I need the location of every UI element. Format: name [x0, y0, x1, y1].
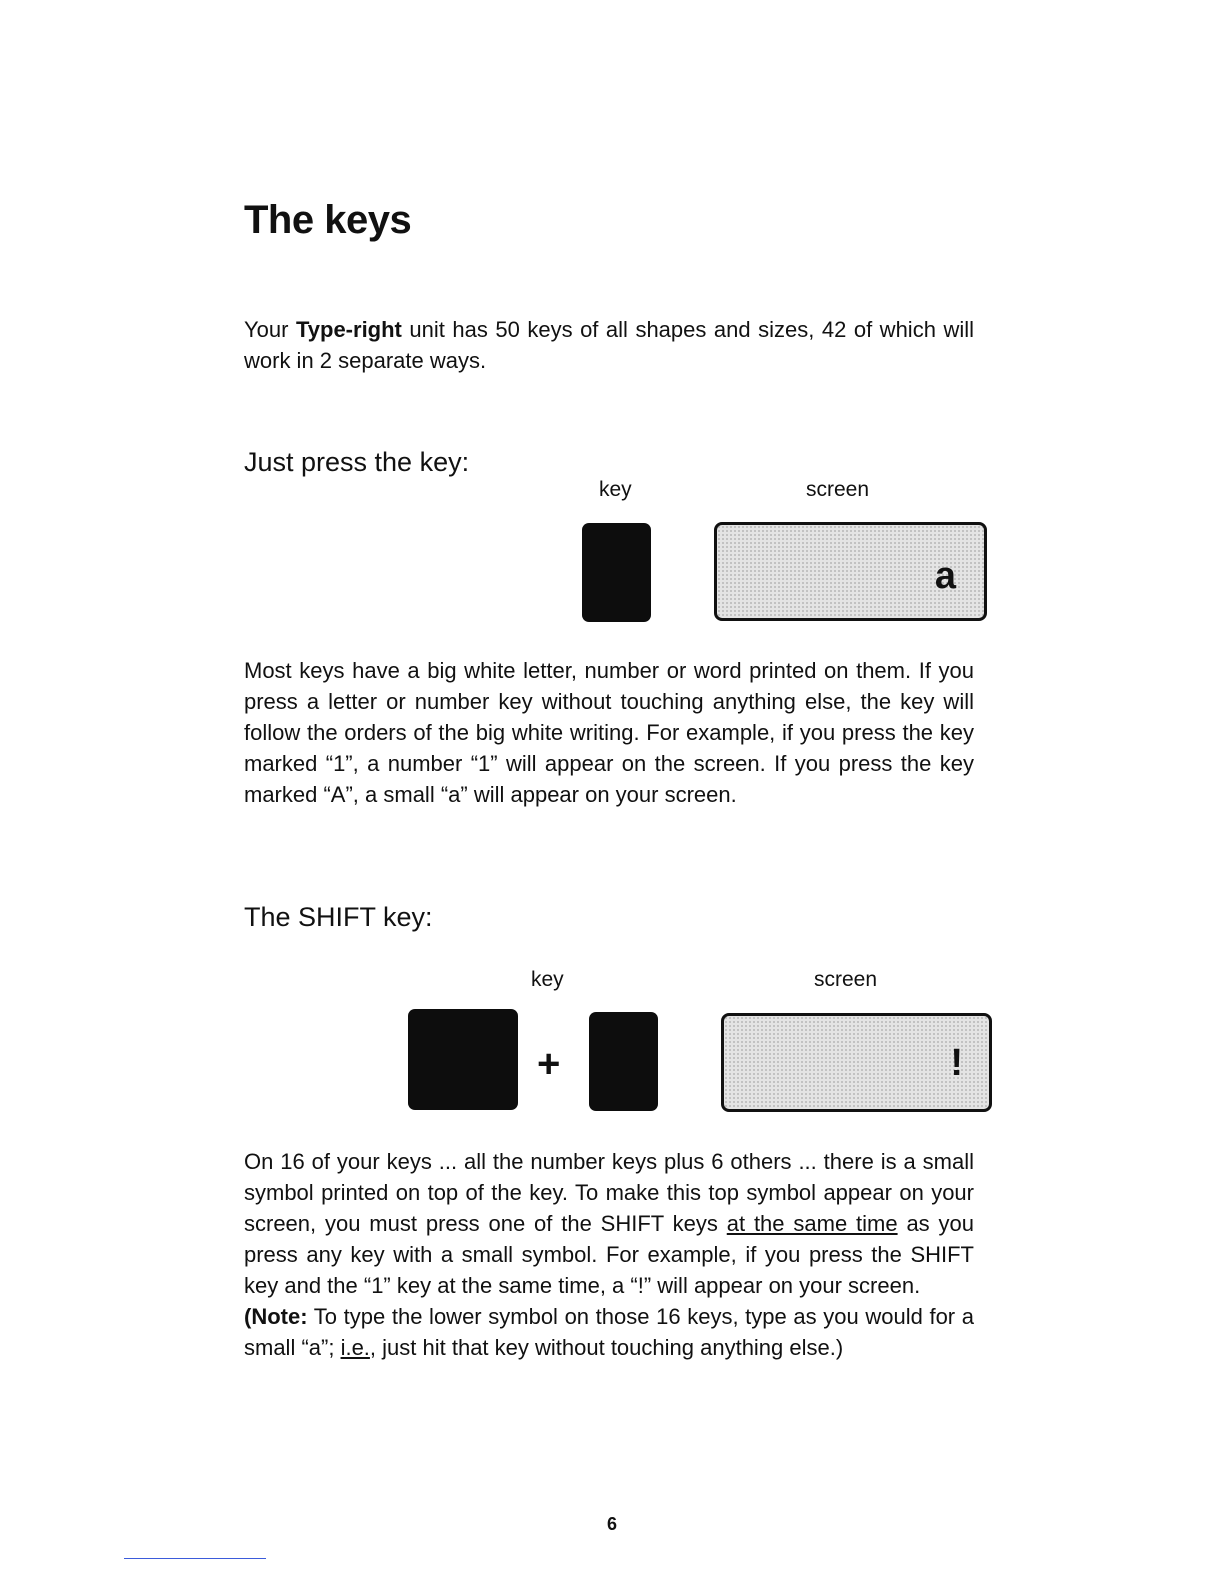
note-text-1: To type the lower symbol on those 16 keys, type as you would for a small “a”;: [244, 1304, 974, 1360]
shift-key-illustration: [408, 1009, 518, 1110]
shift-emphasis: at the same time: [726, 1211, 898, 1236]
shift-body-2: as you press any key with a small symbol. For example, if you press the SHIFT key and the “1” key at the same time, a “!” will appear on your screen.: [244, 1211, 974, 1298]
shift-paragraph: [244, 1146, 974, 1363]
brand-name: Type-right: [295, 317, 402, 342]
page-title: The keys: [244, 198, 412, 242]
screen-char-a: a: [934, 555, 956, 597]
intro-paragraph: [244, 314, 974, 376]
page-number: 6: [606, 1514, 617, 1534]
shift-heading: The SHIFT key:: [244, 902, 433, 932]
shift-screen-label: screen: [814, 968, 878, 991]
shift-key-label: key: [531, 968, 564, 991]
note-text-2: , just hit that key without touching anything else.): [369, 1335, 844, 1360]
number-key-illustration: [589, 1012, 658, 1111]
press-paragraph: Most keys have a big white letter, number or word printed on them. If you press a letter or number key without touching anything else, the key will follow the orders of the big white writing. For example, if you press the key marked “1”, a number “1” will appear on the screen. If you press the key marked “A”, a small “a” will appear on your screen.: [244, 658, 974, 807]
footer-rule: [124, 1558, 266, 1559]
shift-body-1: On 16 of your keys ... all the number keys plus 6 others ... there is a small symbol printed on top of the key. To make this top symbol appear on your screen, you must press one of the SHIFT keys: [244, 1149, 974, 1236]
press-key-label: key: [599, 478, 632, 501]
screen-illustration: [714, 522, 987, 621]
key-illustration: [582, 523, 651, 622]
press-heading: Just press the key:: [244, 447, 470, 477]
press-screen-label: screen: [806, 478, 870, 501]
note-ie: i.e.: [340, 1335, 370, 1360]
intro-post: unit has 50 keys of all shapes and sizes, 42 of which will work in 2 separate ways.: [244, 317, 974, 373]
intro-pre: Your: [244, 317, 296, 342]
note-label: (Note:: [244, 1304, 308, 1329]
screen-char-exclaim: !: [950, 1042, 963, 1084]
shift-screen-illustration: [721, 1013, 992, 1112]
plus-sign: +: [537, 1042, 561, 1086]
